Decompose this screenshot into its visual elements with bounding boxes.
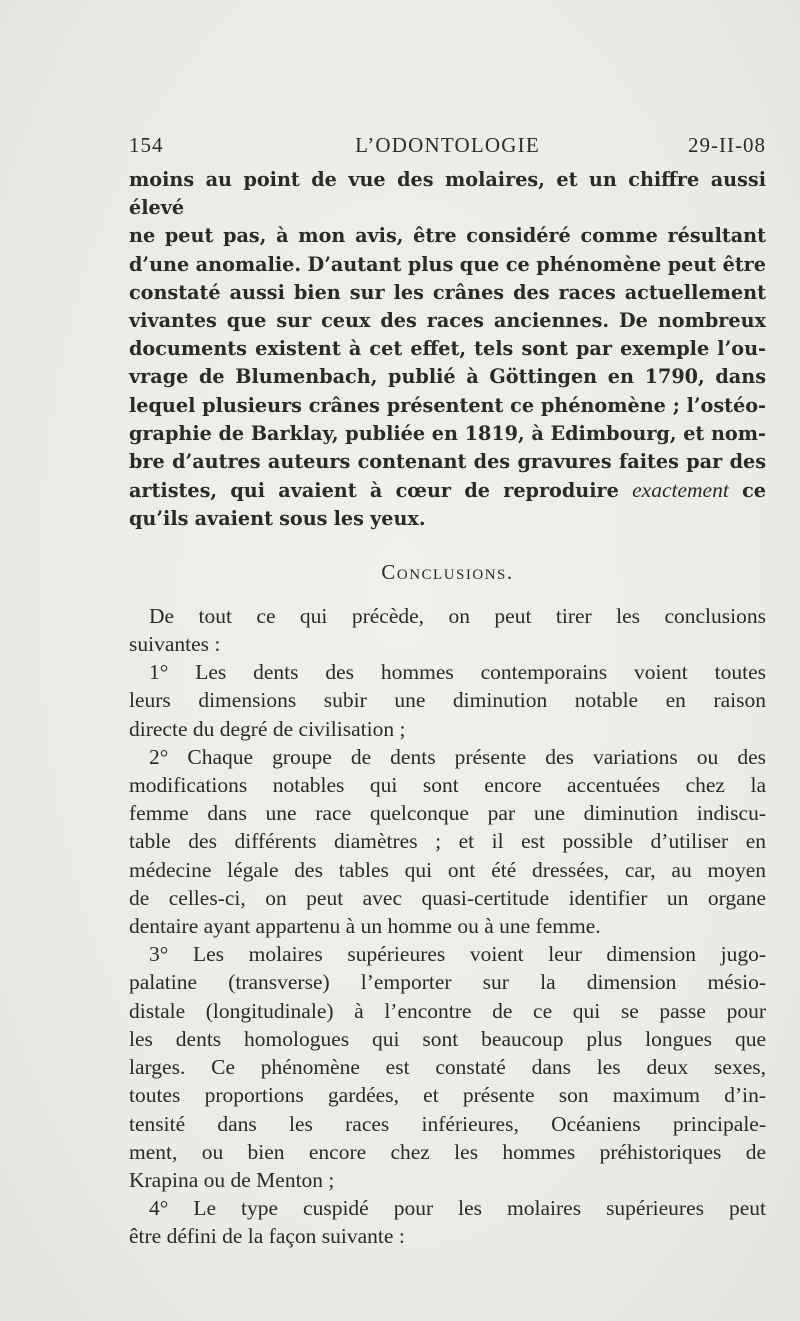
text-line-with-italic	[129, 476, 766, 505]
text-line: distale (longitudinale) à l’encontre de ce qui se passe pour	[129, 998, 766, 1023]
text-line: de celles-ci, on peut avec quasi-certitude identifier un organe	[129, 885, 766, 910]
text-line: directe du degré de civilisation ;	[129, 716, 406, 741]
conclusion-item-2	[129, 743, 766, 940]
intro-paragraph	[129, 602, 766, 658]
text-line: qu’ils avaient sous les yeux.	[129, 507, 426, 531]
text-line: 3° Les molaires supérieures voient leur dimension jugo-	[149, 942, 766, 967]
journal-title: L’ODONTOLOGIE	[355, 133, 540, 157]
text-line: d’une anomalie. D’autant plus que ce phénomène peut être	[129, 252, 766, 276]
running-header	[129, 133, 766, 163]
page-number: 154	[129, 133, 164, 157]
text-line: toutes proportions gardées, et présente son maximum d’in-	[129, 1083, 766, 1108]
text-line: larges. Ce phénomène est constaté dans les deux sexes,	[129, 1055, 766, 1080]
text-line: De tout ce qui précède, on peut tirer les conclusions	[149, 603, 766, 628]
text-line: être défini de la façon suivante :	[129, 1224, 405, 1249]
paragraph-continued	[129, 166, 766, 534]
text-line: modifications notables qui sont encore accentuées chez la	[129, 773, 766, 798]
conclusion-item-4	[129, 1194, 766, 1250]
text-line: constaté aussi bien sur les crânes des races actuellement	[129, 280, 766, 304]
text-fragment: artistes, qui avaient à cœur de reproduire	[129, 479, 619, 503]
text-line: médecine légale des tables qui ont été dressées, car, au moyen	[129, 857, 766, 882]
text-line: lequel plusieurs crânes présentent ce phénomène ; l’ostéo-	[129, 393, 766, 417]
conclusion-item-3	[129, 940, 766, 1194]
italic-word: exactement	[632, 478, 729, 503]
text-line: ment, ou bien encore chez les hommes préhistoriques de	[129, 1139, 766, 1164]
text-line: ne peut pas, à mon avis, être considéré comme résultant	[129, 224, 766, 248]
text-line: dentaire ayant appartenu à un homme ou à une femme.	[129, 914, 601, 939]
text-line: 1° Les dents des hommes contemporains voient toutes	[149, 660, 766, 685]
text-line: bre d’autres auteurs contenant des gravures faites par des	[129, 450, 766, 474]
text-line: vrage de Blumenbach, publié à Göttingen en 1790, dans	[129, 365, 766, 389]
text-line: documents existent à cet effet, tels sont par exemple l’ou-	[129, 337, 766, 361]
article-body	[129, 166, 766, 1251]
text-line: moins au point de vue des molaires, et un chiffre aussi élevé	[129, 168, 766, 220]
text-line: vivantes que sur ceux des races anciennes. De nombreux	[129, 309, 766, 333]
section-heading-conclusions: Conclusions.	[381, 559, 514, 584]
text-fragment: ce	[742, 479, 766, 503]
text-line: tensité dans les races inférieures, Océaniens principale-	[129, 1111, 766, 1136]
text-line: les dents homologues qui sont beaucoup plus longues que	[129, 1026, 766, 1051]
text-line: Krapina ou de Menton ;	[129, 1167, 335, 1192]
issue-date: 29-II-08	[688, 133, 766, 157]
text-line: suivantes :	[129, 632, 221, 657]
text-line: 2° Chaque groupe de dents présente des variations ou des	[149, 744, 766, 769]
text-line: leurs dimensions subir une diminution notable en raison	[129, 688, 766, 713]
text-line: femme dans une race quelconque par une diminution indiscu-	[129, 801, 766, 826]
conclusion-item-1	[129, 658, 766, 743]
text-line: palatine (transverse) l’emporter sur la dimension mésio-	[129, 970, 766, 995]
text-line: table des différents diamètres ; et il est possible d’utiliser en	[129, 829, 766, 854]
text-line: graphie de Barklay, publiée en 1819, à Edimbourg, et nom-	[129, 421, 766, 445]
text-line: 4° Le type cuspidé pour les molaires supérieures peut	[149, 1196, 766, 1221]
